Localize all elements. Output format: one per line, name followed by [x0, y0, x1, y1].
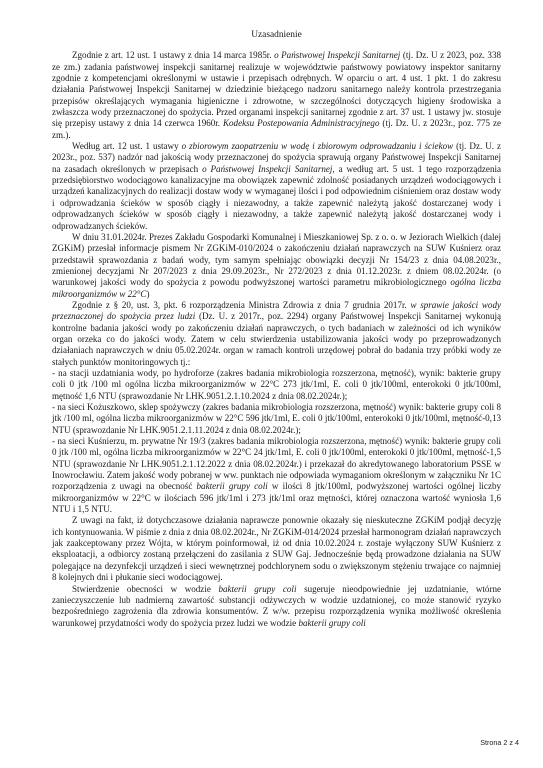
text-run: Zgodnie z § 20, ust. 3, pkt. 6 rozporządzenia Ministra Zdrowia z dnia 7 grudnia 2017r.: [72, 299, 411, 310]
italic-act-title: o Państwowej Inspekcji Sanitarnej: [274, 50, 401, 61]
page-number: Strona 2 z 4: [480, 738, 519, 747]
paragraph-water-supply-act: [52, 141, 501, 232]
text-run: Według art. 12 ust. 1 ustawy: [72, 141, 182, 152]
text-run: w ilości 8 jtk/100ml, podwyższonej wartości ogólnej liczby mikroorganizmów w 22°C w ilościach 596 jtk/1ml i 273 jtk/1ml oraz mętności, której oznaczona wartość wyniosła 1,6 NTU i 1,5 NTU.: [52, 481, 502, 515]
paragraph-company-report: [52, 232, 501, 300]
italic-act-title: o zbiorowym zaopatrzeniu w wodę i zbiorowym odprowadzaniu i ściekow: [181, 141, 454, 152]
italic-parameter: ogólna liczba mikroorganizmów w 22°C: [52, 277, 501, 299]
italic-bacteria: bakterii grupy coli: [196, 481, 268, 492]
list-item-sample-2: - na sieci Kożuszkowo, sklep spożywczy (zakres badania mikrobiologia rozszerzona, mętność) wynik: bakterie grupy coli 8 jtk /100 ml, ogólna liczba mikroorganizmów w 22°C 596 jtk/1ml, E. coli 0 jtk/100ml, enterokoki 0 jtk/100ml, mętność-0,13 NTU (sprawozdanie Nr LHK.9051.2.1.11.2024 z dnia 08.02.2024r.);: [52, 402, 501, 435]
document-title: Uzasadnienie: [251, 30, 302, 40]
text-run: (tj. Dz. U z 2023, poz. 338 ze zm.) zadania państwowej inspekcji sanitarnej realizuje w województwie państwowy powiatowy inspektor sanitarny zgodnie z kompetencjami określonymi w ustawie i przepisach odrębnych. W oparciu o art. 4 ust. 1 pkt. 1 do zakresu działania Państwowej Inspekcji Sanitarnej w dziedzinie bieżącego nadzoru sanitarnego należy kontrola przestrzegania przepisów określających wymagania higieniczne i zdrowotne, w szczególności dotyczących higieny środowiska a zwłaszcza wody przeznaczonej do spożycia. Przed organami inspekcji sanitarnej zgodnie z art. 37 ust. 1 ustawy jw. stosuje się przepisy ustawy z dnia 14 czerwca 1960r.: [52, 50, 502, 129]
text-run: , a według art. 5 ust. 1 tego rozporządzenia przedsiębiorstwo wodociągowo kanalizacyjne ma obowiązek zapewnić zdolność posiadanych urządzeń wodociągowych i urządzeń kanalizacyjnych do realizacji dostaw wody w wymaganej ilości i pod odpowiednim ciśnieniem oraz dostaw wody i odprowadzania ścieków w sposób ciągły i niezawodny, a także zapewnić należytą jakość dostarczanej wody i odprowadzanych ścieków w sposób ciągły i niezawodny, a także zapewnić należytą jakość dostarczanej wody i odprowadzanych ścieków.: [52, 163, 501, 231]
text-run: ): [146, 288, 150, 299]
list-item-sample-3: [52, 436, 501, 515]
italic-regulation-title: w sprawie jakości wody przeznaczonej do spożycia przez ludzi: [52, 299, 501, 322]
text-run: sugeruje nieodpowiednie jej uzdatnianie, wtórne zanieczyszczenie lub nadmierną zawartość substancji odżywczych w wodzie uzdatnionej, co może stanowić ryzyko bezpośredniego zagrożenia dla zdrowia konsumentów. Z w/w. przepisu rozporządzenia wynika możliwość określenia warunkowej przydatności wody do spożycia przez ludzi we wodzie: [52, 583, 502, 628]
paragraph-corrective-actions: Z uwagi na fakt, iż dotychczasowe działania naprawcze ponownie okazały się nieskuteczne ZGKiM podjął decyzję ich kontynuowania. W piśmie z dnia z dnia 08.02.2024r., Nr ZGKiM-014/2024 przesłał harmonogram działań naprawczych jak zaakceptowany przez Wójta, w którym poinformował, iż od dnia 10.02.2024 r. zostaje wyłączony SUW Kuśnierz z eksploatacji, a odbiorcy zostaną przełączeni do zasilania z SUW Gaj. Jednocześnie będą prowadzone działania na SUW polegające na dezynfekcji urządzeń i sieci wewnętrznej podchlorynem sodu o zwiększonym stężeniu trwające co najmniej 8 kolejnych dni i płukanie sieci wodociągowej.: [52, 515, 501, 583]
italic-bacteria: bakterii grupy coli: [298, 617, 366, 628]
paragraph-regulation: [52, 300, 501, 368]
text-run: - na sieci Kuśnierzu, m. prywatne Nr 19/3 (zakres badania mikrobiologia rozszerzona, mętność) wynik: bakterie grupy coli 0 jtk /100 ml, ogólna liczba mikroorganizmów w 22°C 24 jtk/1ml, E. coli 0 jtk/100ml, enterokoki 0 jtk/100ml, mętność-1,5 NTU (sprawozdanie Nr LHK.9051.2.1.12.2022 z dnia 08.02.2024r.) i przekazał do akredytowanego laboratorium PSSE w Inowrocławiu. Zatem jakość wody pobranej w ww. punktach nie odpowiada wymaganiom określonym w załączniku Nr 1C rozporządzenia z uwagi na obecność: [52, 436, 501, 492]
list-item-sample-1: - na stacji uzdatniania wody, po hydroforze (zakres badania mikrobiologia rozszerzona, mętność), wynik: bakterie grupy coli 0 jtk /100 ml ogólna liczba mikroorganizmów w 22°C 273 jtk/1ml, E. coli 0 jtk/100ml, enterokoki 0 jtk/100ml, mętność 1,6 NTU (sprawozdanie Nr LHK.9051.2.1.10.2024 z dnia 08.02.2024r.);: [52, 367, 501, 401]
italic-act-title: o Państwowej Inspekcji Sanitarnej: [202, 163, 333, 174]
text-run: (tj. Dz. U. z 2023r., poz. 537) nadzór nad jakością wody przeznaczonej do spożycia sprawują organy Państwowej Inspekcji Sanitarnej na zasadach określonych w przepisach: [52, 141, 501, 174]
text-run: (tj. Dz. U. z 2023r., poz. 775 ze zm.).: [52, 118, 501, 140]
paragraph-coliform-finding: [52, 584, 501, 629]
paragraph-legal-basis: [52, 50, 501, 141]
italic-code-title: Kodeksu Postepowania Administracyjnego: [223, 118, 380, 129]
text-run: Stwierdzenie obecności w wodzie: [72, 583, 219, 594]
text-run: Zgodnie z art. 12 ust. 1 ustawy z dnia 14 marca 1985r.: [72, 50, 275, 61]
text-run: W dniu 31.01.2024r. Prezes Zakładu Gospodarki Komunalnej i Mieszkaniowej Sp. z o. o. w Jeziorach Wielkich (dalej ZGKiM) przesłał informacje pismem Nr ZGKiM-010/2024 o zakończeniu działań naprawczych na SUW Kuśnierz oraz przedstawił sprawozdania z badań wody, tym samym spełniając obowiązki decyzji Nr 154/23 z dnia 04.08.2023r., zmienionej decyzjami Nr 207/2023 z dnia 29.09.2023r., Nr 272/2023 z dnia 01.12.2023r. z dniem 08.02.2024r. (o warunkowej jakości wody do spożycia z powodu podwyższonej wartości parametru mikrobiologicznego: [52, 231, 501, 288]
text-run: (Dz. U. z 2017r., poz. 2294) organy Państwowej Inspekcji Sanitarnej wykonują kontrolne badania jakości wody po zakończeniu działań naprawczych, o tych badaniach w zależności od ich wyników organ orzeka co do jakości wody. Zatem w celu stwierdzenia ustabilizowania jakości wody po przeprowadzonych działaniach naprawczych w dniu 05.02.2024r. organ w ramach kontroli urzędowej pobrał do badania trzy próbki wody ze stałych punktów monitoringowych tj.:: [52, 311, 501, 367]
italic-bacteria: bakterii grupy coli: [218, 583, 297, 594]
